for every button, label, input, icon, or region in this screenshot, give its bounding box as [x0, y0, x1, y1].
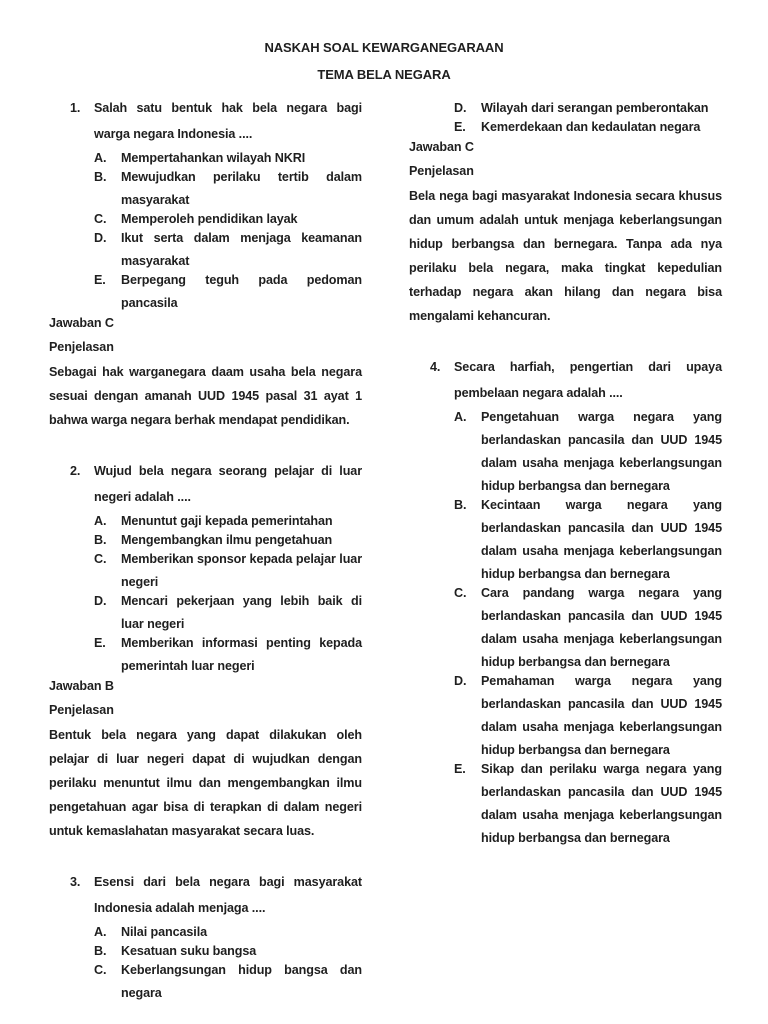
option-letter: C.	[94, 212, 107, 226]
option-row	[49, 959, 362, 1005]
left-column	[49, 95, 362, 1005]
option-text: Menuntut gaji kepada pemerintahan	[121, 514, 333, 528]
document-header	[0, 0, 768, 82]
option-row	[49, 166, 362, 212]
question-3-explanation	[409, 135, 722, 328]
option-text: Ikut serta dalam menjaga keamanan masyarakat	[121, 231, 362, 268]
option-letter: D.	[94, 231, 107, 245]
option-text: Kemerdekaan dan kedaulatan negara	[481, 120, 701, 134]
option-letter: E.	[454, 762, 466, 776]
document-subtitle: TEMA BELA NEGARA	[317, 67, 451, 82]
explanation-text: Bentuk bela negara yang dapat dilakukan oleh pelajar di luar negeri dapat di wujudkan dengan perilaku menuntut ilmu dan mengembangkan ilmu pengetahuan agar bisa di terapkan di dalam negeri untuk kemaslahatan masyarakat secara luas.	[49, 728, 362, 838]
question-1	[49, 95, 362, 315]
option-text: Mempertahankan wilayah NKRI	[121, 151, 306, 165]
option-row	[49, 590, 362, 636]
document-title: NASKAH SOAL KEWARGANEGARAAN	[264, 40, 504, 55]
option-letter: B.	[94, 944, 107, 958]
option-letter: B.	[94, 533, 107, 547]
question-text: Wujud bela negara seorang pelajar di luar negeri adalah ....	[94, 464, 362, 504]
question-text: Esensi dari bela negara bagi masyarakat Indonesia adalah menjaga ....	[94, 875, 362, 915]
option-text: Keberlangsungan hidup bangsa dan negara	[121, 963, 362, 1000]
answer-label: Jawaban C	[49, 316, 114, 330]
option-text: Memberikan informasi penting kepada pemerintah luar negeri	[121, 636, 362, 673]
question-1-head	[49, 95, 362, 147]
option-text: Memperoleh pendidikan layak	[121, 212, 298, 226]
option-text: Kesatuan suku bangsa	[121, 944, 257, 958]
option-letter: D.	[454, 674, 467, 688]
option-row	[49, 269, 362, 315]
question-2-head	[49, 458, 362, 510]
option-letter: A.	[94, 514, 107, 528]
option-text: Pemahaman warga negara yang berlandaskan pancasila dan UUD 1945 dalam usaha menjaga keberlangsungan hidup berbangsa dan bernegara	[481, 674, 722, 757]
explanation-heading: Penjelasan	[49, 340, 114, 354]
right-column	[409, 95, 722, 1005]
question-text: Salah satu bentuk hak bela negara bagi warga negara Indonesia ....	[94, 101, 362, 141]
option-text: Pengetahuan warga negara yang berlandaskan pancasila dan UUD 1945 dalam usaha menjaga keberlangsungan hidup berbangsa dan bernegara	[481, 410, 722, 493]
option-letter: A.	[94, 925, 107, 939]
option-text: Nilai pancasila	[121, 925, 207, 939]
question-3-continuation	[409, 97, 722, 139]
option-letter: E.	[454, 120, 466, 134]
option-row	[49, 548, 362, 594]
question-text: Secara harfiah, pengertian dari upaya pembelaan negara adalah ....	[454, 360, 722, 400]
option-text: Mengembangkan ilmu pengetahuan	[121, 533, 333, 547]
question-number: 2.	[70, 464, 81, 478]
explanation-heading: Penjelasan	[409, 164, 474, 178]
question-1-options	[49, 147, 362, 315]
option-letter: E.	[94, 273, 106, 287]
option-text: Kecintaan warga negara yang berlandaskan pancasila dan UUD 1945 dalam usaha menjaga keberlangsungan hidup berbangsa dan bernegara	[481, 498, 722, 581]
option-row	[409, 758, 722, 850]
question-2	[49, 458, 362, 678]
answer-label: Jawaban C	[409, 140, 474, 154]
option-letter: D.	[94, 594, 107, 608]
option-row	[49, 632, 362, 678]
option-letter: C.	[94, 963, 107, 977]
option-row	[49, 227, 362, 273]
question-3-head	[49, 869, 362, 921]
explanation-heading: Penjelasan	[49, 703, 114, 717]
option-row	[409, 494, 722, 586]
option-letter: C.	[94, 552, 107, 566]
explanation-text: Sebagai hak warganegara daam usaha bela negara sesuai dengan amanah UUD 1945 pasal 31 ayat 1 bahwa warga negara berhak mendapat pendidikan.	[49, 365, 362, 427]
option-letter: D.	[454, 101, 467, 115]
option-row	[409, 582, 722, 674]
option-row	[409, 670, 722, 762]
question-3-options-part2	[409, 97, 722, 139]
question-number: 4.	[430, 360, 441, 374]
question-1-explanation	[49, 311, 362, 432]
question-2-options	[49, 510, 362, 678]
option-letter: C.	[454, 586, 467, 600]
option-letter: B.	[94, 170, 107, 184]
question-4-head	[409, 354, 722, 406]
option-text: Wilayah dari serangan pemberontakan	[481, 101, 709, 115]
question-2-explanation	[49, 674, 362, 843]
option-text: Mewujudkan perilaku tertib dalam masyarakat	[121, 170, 362, 207]
question-3	[49, 869, 362, 1005]
question-number: 1.	[70, 101, 81, 115]
option-text: Berpegang teguh pada pedoman pancasila	[121, 273, 362, 310]
answer-label: Jawaban B	[49, 679, 114, 693]
option-row	[409, 406, 722, 498]
option-letter: B.	[454, 498, 467, 512]
option-text: Sikap dan perilaku warga negara yang berlandaskan pancasila dan UUD 1945 dalam usaha menjaga keberlangsungan hidup berbangsa dan bernegara	[481, 762, 722, 845]
option-text: Cara pandang warga negara yang berlandaskan pancasila dan UUD 1945 dalam usaha menjaga keberlangsungan hidup berbangsa dan bernegara	[481, 586, 722, 669]
question-4	[409, 354, 722, 850]
option-letter: A.	[94, 151, 107, 165]
question-3-options-part1	[49, 921, 362, 1005]
two-column-layout	[0, 95, 768, 1005]
option-text: Memberikan sponsor kepada pelajar luar negeri	[121, 552, 362, 589]
option-letter: E.	[94, 636, 106, 650]
question-number: 3.	[70, 875, 81, 889]
option-letter: A.	[454, 410, 467, 424]
option-text: Mencari pekerjaan yang lebih baik di luar negeri	[121, 594, 362, 631]
explanation-text: Bela nega bagi masyarakat Indonesia secara khusus dan umum adalah untuk menjaga keberlangsungan hidup berbangsa dan bernegara. Tanpa ada nya perilaku bela negara, maka tingkat kepedulian terhadap negara akan hilang dan negara bisa mengalami kehancuran.	[409, 189, 722, 323]
question-4-options	[409, 406, 722, 850]
